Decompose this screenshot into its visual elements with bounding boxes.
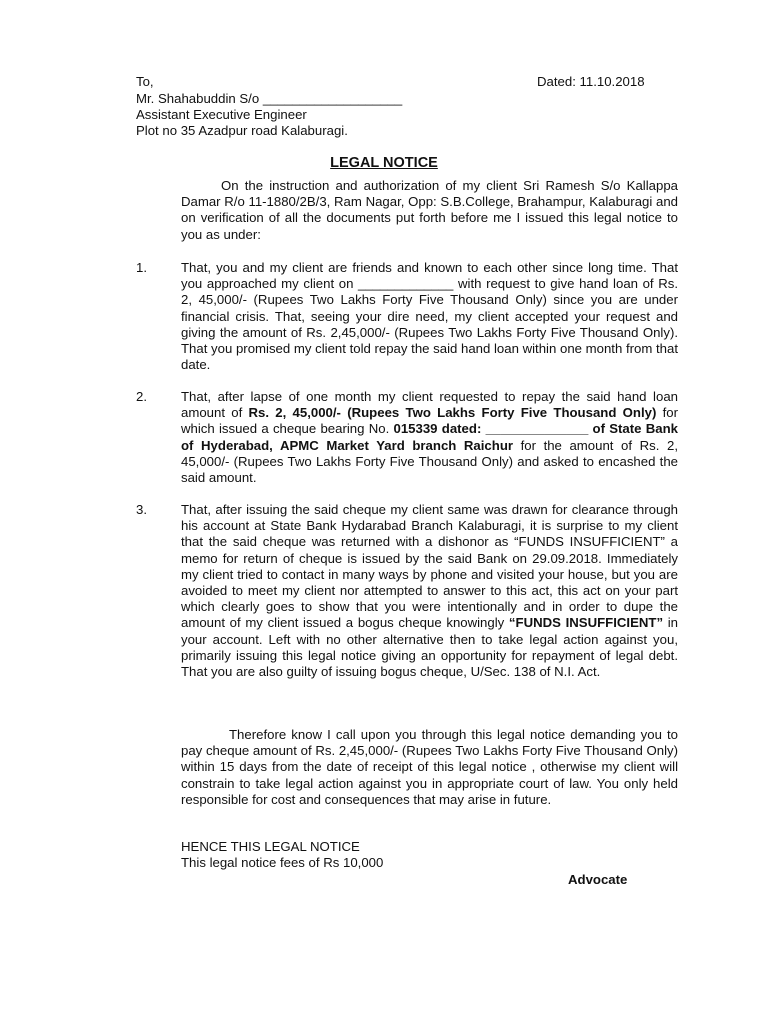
date-line: Dated: 11.10.2018: [537, 74, 645, 89]
point-2-number: 2.: [136, 389, 147, 404]
intro-paragraph: On the instruction and authorization of my client Sri Ramesh S/o Kallappa Damar R/o 11-1880/2B/3, Ram Nagar, Opp: S.B.College, Brahampur, Kalaburagi and on verification of all the documents put forth before me I issued this legal notice to you as under:: [181, 178, 678, 242]
point-3-part-1: That, after issuing the said cheque my client same was drawn for clearance through his account at State Bank Hydarabad Branch Kalaburagi, it is surprise to my client that the said cheque was returned with a dishonor as “FUNDS INSUFFICIENT” a memo for return of cheque is issued by the said Bank on 29.09.2018. Immediately my client tried to contact in many ways by phone and visited your house, but you are avoided to meet my client nor attempted to answer to this act, this act on your part which clearly goes to show that you were intentionally and in order to dupe the amount of my client issued a bogus cheque knowingly: [181, 502, 678, 631]
point-3-text: [181, 502, 678, 680]
signature-advocate: Advocate: [568, 872, 628, 887]
conclusion-paragraph: Therefore know I call upon you through this legal notice demanding you to pay cheque amount of Rs. 2,45,000/- (Rupees Two Lakhs Forty Five Thousand Only) within 15 days from the date of receipt of this legal notice , otherwise my client will constrain to take legal action against you in appropriate court of law. You only held responsible for cost and consequences that may arise in future.: [181, 727, 678, 807]
point-3-part-2: in your account. Left with no other alternative then to take legal action against you, primarily issuing this legal notice giving an opportunity for repayment of legal debt. That you are also guilty of issuing bogus cheque, U/Sec. 138 of N.I. Act.: [181, 615, 678, 680]
fees-line: This legal notice fees of Rs 10,000: [181, 855, 384, 870]
point-2-cheque-details: 015339 dated: ______________ of State Bank of Hyderabad, APMC Market Yard branch Raichur: [181, 421, 679, 453]
to-label: To,: [136, 74, 154, 89]
document-title: LEGAL NOTICE: [330, 155, 438, 171]
point-2-part-3: for the amount of Rs. 2, 45,000/- (Rupees Two Lakhs Forty Five Thousand Only) and asked to encashed the said amount.: [181, 437, 678, 486]
point-2-text: [181, 389, 678, 486]
point-3-funds-insufficient: “FUNDS INSUFFICIENT”: [508, 615, 664, 631]
point-2-part-1: That, after lapse of one month my client requested to repay the said hand loan amount of: [181, 389, 678, 421]
point-3-number: 3.: [136, 502, 147, 517]
point-2-part-2: for which issued a cheque bearing No.: [181, 405, 679, 437]
point-2-amount: Rs. 2, 45,000/- (Rupees Two Lakhs Forty Five Thousand Only): [248, 405, 657, 421]
hence-line: HENCE THIS LEGAL NOTICE: [181, 839, 360, 854]
point-1-number: 1.: [136, 260, 147, 275]
point-1-text: That, you and my client are friends and known to each other since long time. That you approached my client on _____________ with request to give hand loan of Rs. 2, 45,000/- (Rupees Two Lakhs Forty Five Thousand Only) since you are under financial crisis. That, seeing your dire need, my client accepted your request and giving the amount of Rs. 2,45,000/- (Rupees Two Lakhs Forty Five Thousand Only). That you promised my client told repay the said hand loan within one month from that date.: [181, 260, 678, 373]
addressee-designation: Assistant Executive Engineer: [136, 107, 307, 122]
addressee-address: Plot no 35 Azadpur road Kalaburagi.: [136, 123, 348, 138]
addressee-name: Mr. Shahabuddin S/o ___________________: [136, 91, 403, 106]
